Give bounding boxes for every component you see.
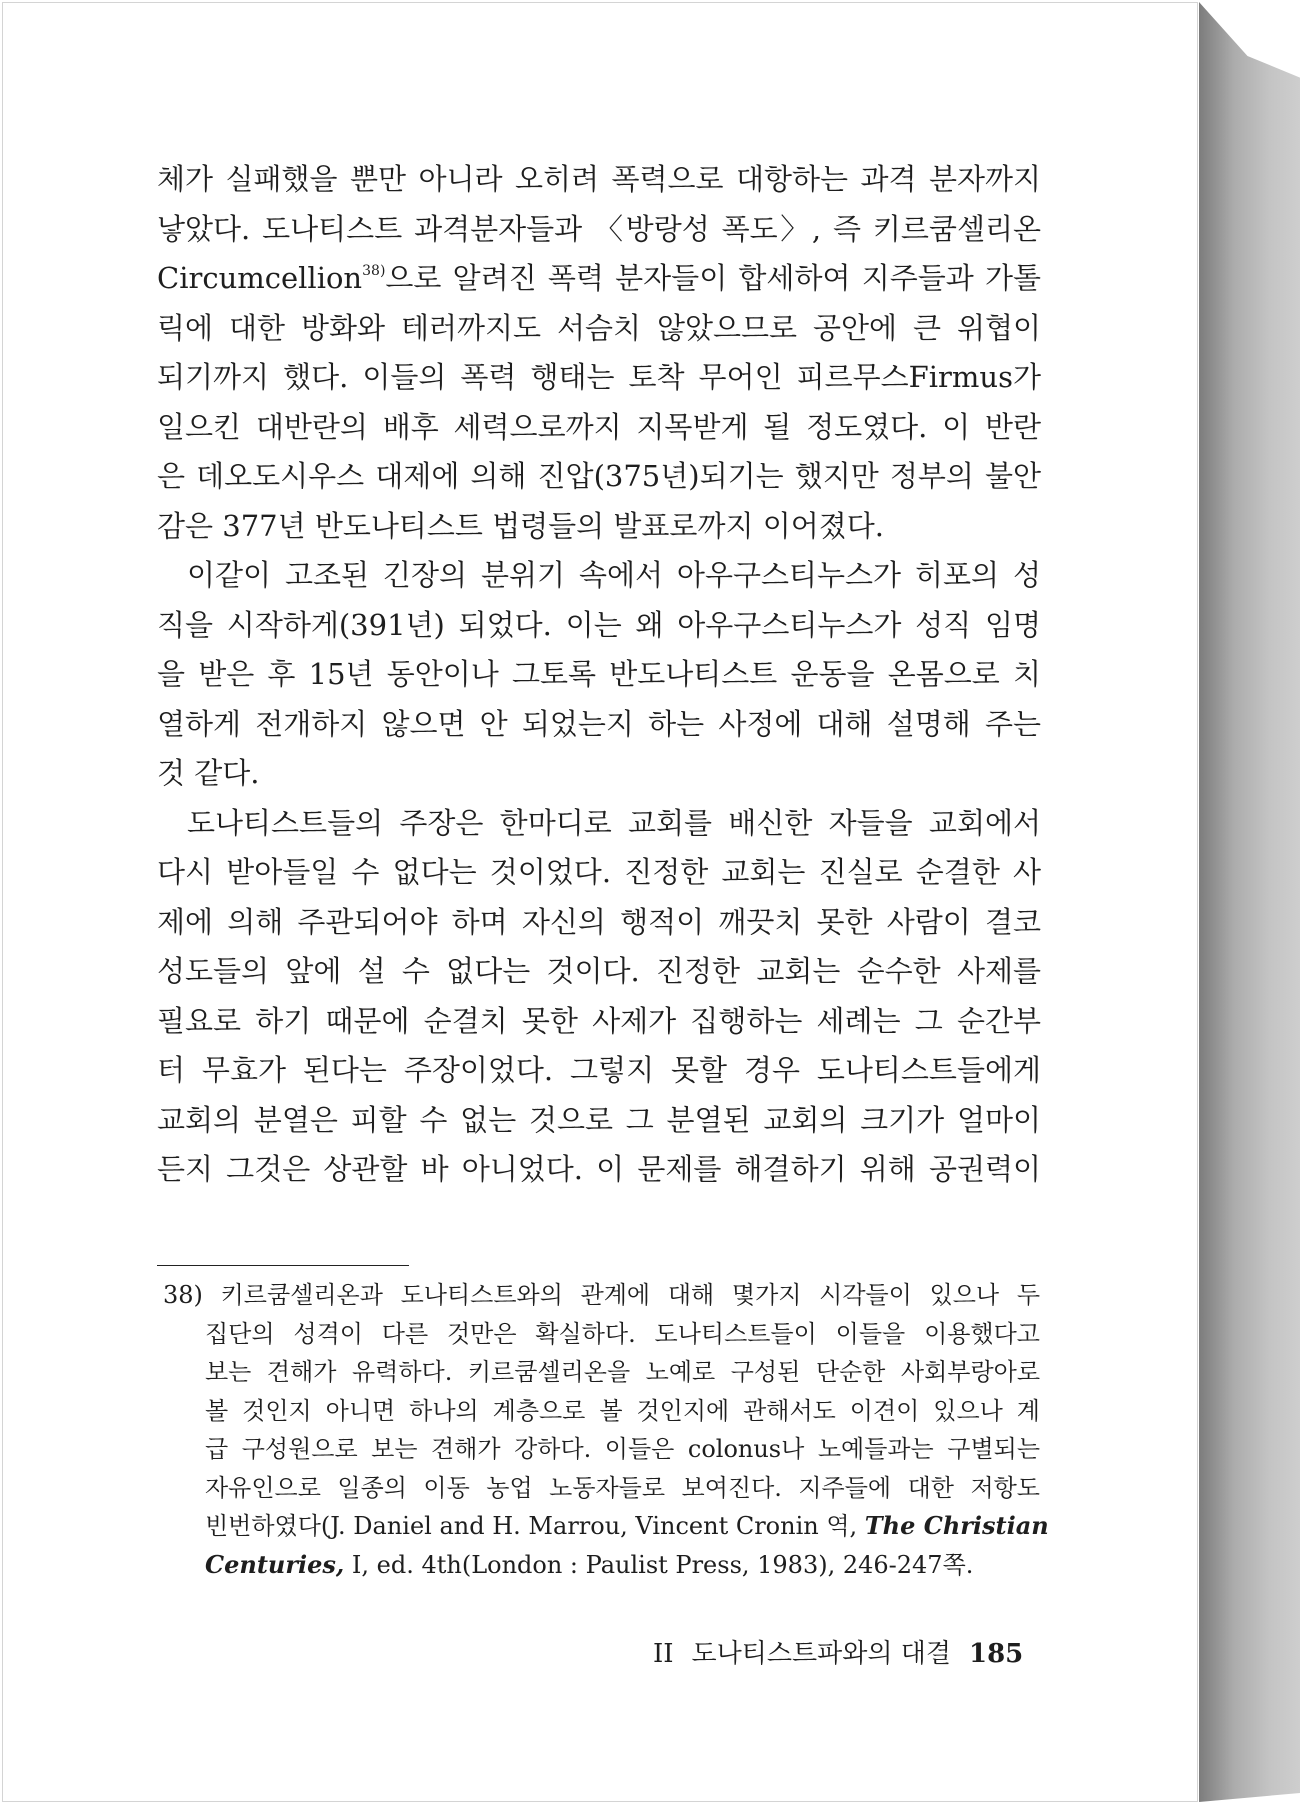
text-line [157,254,1041,304]
text-line: 릭에 대한 방화와 테러까지도 서슴치 않았으므로 공안에 큰 위협이 [157,310,1041,345]
footnote-line [163,1546,1040,1585]
text-line: 것 같다. [157,756,260,790]
text-line: 열하게 전개하지 않으면 안 되었는지 하는 사정에 대해 설명해 주는 [157,706,1041,741]
footnote-line: 볼 것인지 아니면 하나의 계층으로 볼 것인지에 관해서도 이견이 있으나 계 [205,1396,1040,1425]
footnote-ref: 38) [362,263,386,279]
footnote-text: Ⅰ, ed. 4th(London : Paulist Press, 1983), 246-247쪽. [344,1550,974,1579]
text-line: 제에 의해 주관되어야 하며 자신의 행적이 깨끗치 못한 사람이 결코 [157,904,1041,939]
text-line: 일으킨 대반란의 배후 세력으로까지 지목받게 될 정도였다. 이 반란 [157,409,1041,444]
book-spine-edge [1199,2,1300,1802]
page-number: 185 [968,1639,1024,1669]
text-line: 낳았다. 도나티스트 과격분자들과 〈방랑성 폭도〉, 즉 키르쿰셀리온 [157,211,1041,246]
text-line: 이같이 고조된 긴장의 분위기 속에서 아우구스티누스가 히포의 성 [187,558,1041,592]
text-span: 으로 알려진 폭력 분자들이 합세하여 지주들과 가톨 [385,261,1041,295]
chapter-title: 도나티스트파와의 대결 [691,1639,951,1669]
footnote-divider [157,1265,409,1266]
book-title: Centuries, [205,1549,345,1579]
text-line: 성도들의 앞에 설 수 없다는 것이다. 진정한 교회는 순수한 사제를 [157,954,1041,988]
footnote-line: 집단의 성격이 다른 것만은 확실하다. 도나티스트들이 이들을 이용했다고 [205,1319,1040,1348]
text-line: 든지 그것은 상관할 바 아니었다. 이 문제를 해결하기 위해 공권력이 [157,1152,1041,1186]
text-line: 은 데오도시우스 대제에 의해 진압(375년)되기는 했지만 정부의 불안 [157,459,1041,493]
footnote-line: 보는 견해가 유력하다. 키르쿰셀리온을 노예로 구성된 단순한 사회부랑아로 [205,1358,1040,1386]
footnote-line: 급 구성원으로 보는 견해가 강하다. 이들은 colonus나 노예들과는 구별되는 [205,1435,1040,1463]
text-line: 체가 실패했을 뿐만 아니라 오히려 폭력으로 대항하는 과격 분자까지 [157,162,1041,196]
text-line: 교회의 분열은 피할 수 없는 것으로 그 분열된 교회의 크기가 얼마이 [157,1102,1041,1137]
footnote-line: 38) 키르쿰셀리온과 도나티스트와의 관계에 대해 몇가지 시각들이 있으나 두 [163,1281,1040,1309]
book-title: The Christian [864,1511,1049,1540]
footnote-text: 빈번하였다(J. Daniel and H. Marrou, Vincent Cronin 역, [205,1512,865,1540]
text-line: 을 받은 후 15년 동안이나 그토록 반도나티스트 운동을 온몸으로 치 [157,657,1041,691]
footnote-line [163,1507,1049,1546]
text-line: 다시 받아들일 수 없다는 것이었다. 진정한 교회는 진실로 순결한 사 [157,855,1041,889]
running-footer [653,1633,1041,1670]
footnote [163,1276,1049,1584]
footnote-line: 자유인으로 일종의 이동 농업 노동자들로 보여진다. 지주들에 대한 저항도 [205,1473,1040,1502]
latin-term: Circumcellion [157,261,363,295]
book-page [2,2,1198,1802]
text-line: 직을 시작하게(391년) 되었다. 이는 왜 아우구스티누스가 성직 임명 [157,607,1041,642]
text-line: 되기까지 했다. 이들의 폭력 행태는 토착 무어인 피르무스Firmus가 [157,360,1041,394]
text-line: 감은 377년 반도나티스트 법령들의 발표로까지 이어졌다. [157,508,884,543]
text-line: 터 무효가 된다는 주장이었다. 그렇지 못할 경우 도나티스트들에게 [157,1053,1041,1087]
text-line: 도나티스트들의 주장은 한마디로 교회를 배신한 자들을 교회에서 [187,805,1041,840]
chapter-number: II [653,1639,674,1669]
body-text [157,155,1041,1195]
text-line: 필요로 하기 때문에 순결치 못한 사제가 집행하는 세례는 그 순간부 [157,1003,1041,1038]
